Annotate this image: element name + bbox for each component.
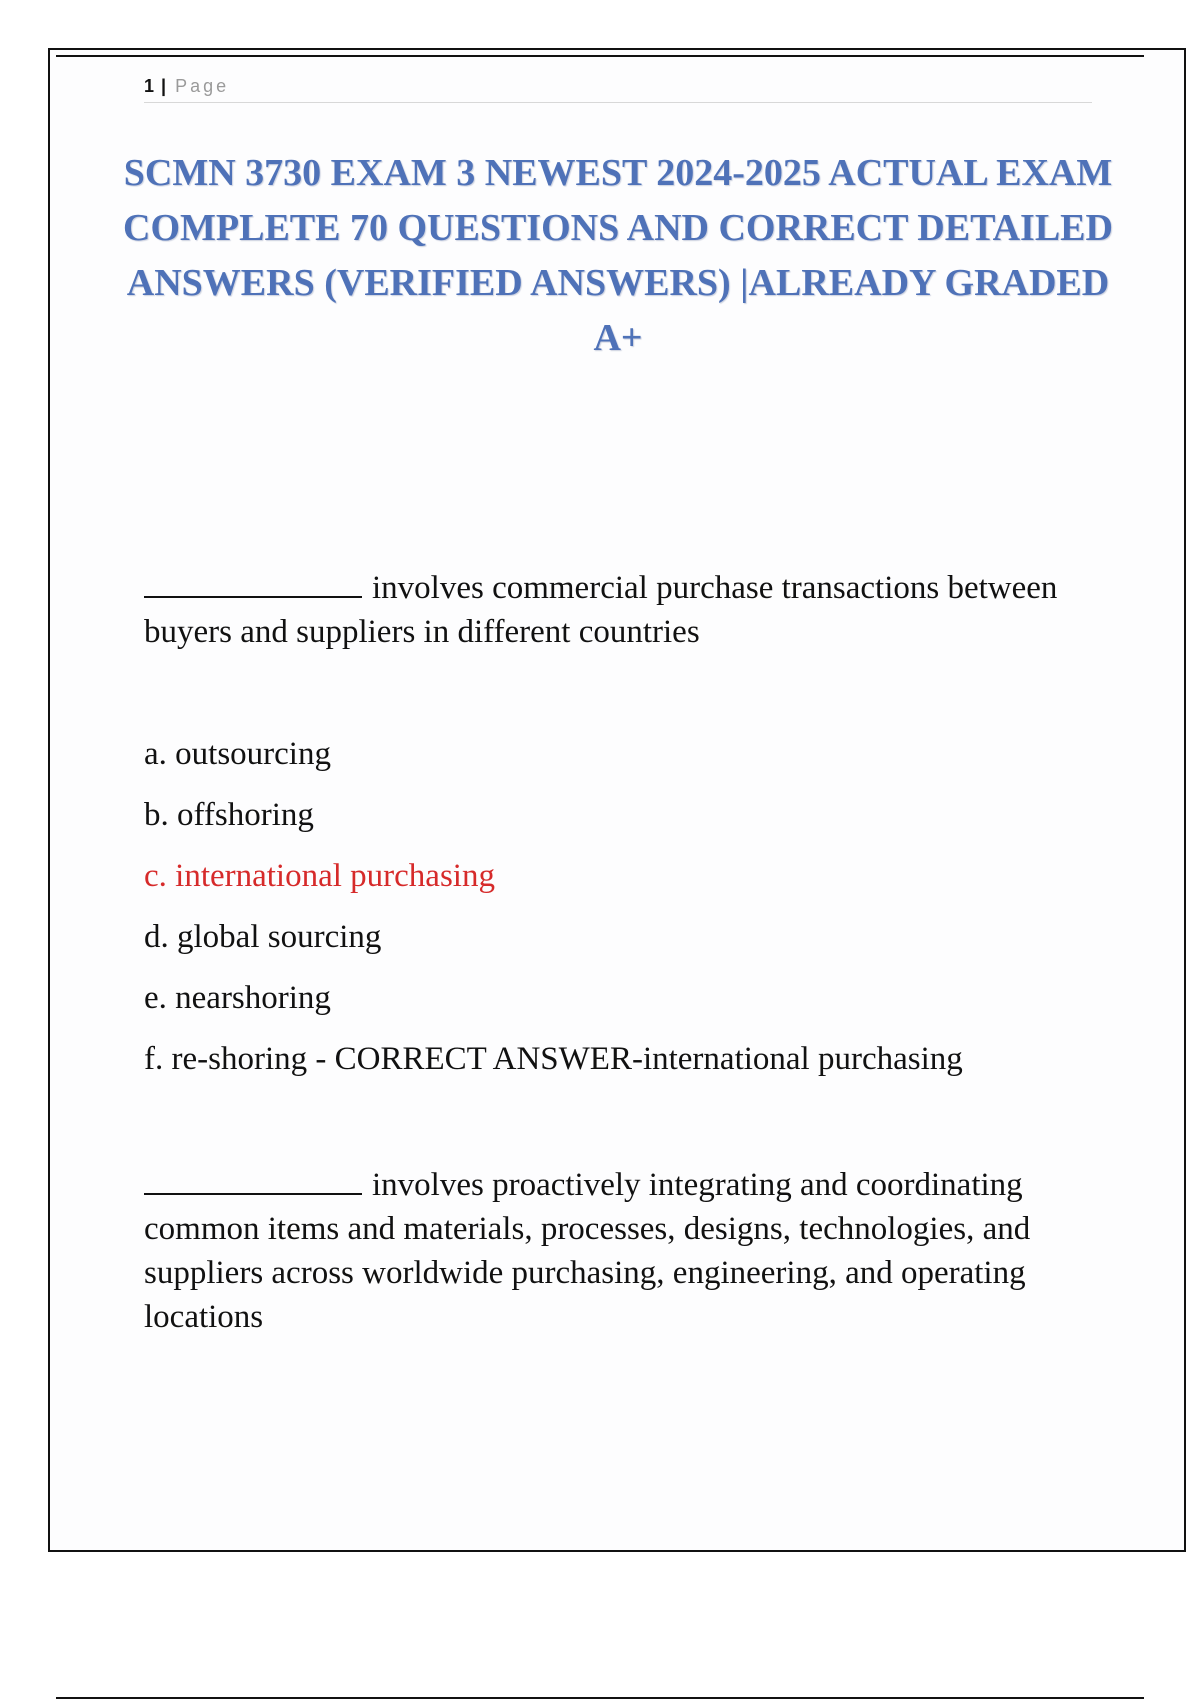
top-rule xyxy=(56,55,1144,57)
option-b: b. offshoring xyxy=(144,797,314,833)
question-1 xyxy=(144,566,1104,654)
page-header xyxy=(144,74,1092,103)
answer-options xyxy=(144,730,1124,1096)
bottom-rule xyxy=(56,1697,1144,1699)
question-text: involves commercial purchase transactions between buyers and suppliers in different countries xyxy=(144,570,1058,650)
page-number: 1 xyxy=(144,76,155,96)
question-text: involves proactively integrating and coordinating common items and materials, processes, designs, technologies, and suppliers across worldwide purchasing, engineering, and operating locations xyxy=(144,1167,1031,1335)
option-e: e. nearshoring xyxy=(144,980,331,1016)
option-a: a. outsourcing xyxy=(144,736,331,772)
answer-blank xyxy=(144,566,362,598)
answer-blank xyxy=(144,1163,362,1195)
option-f: f. re-shoring - CORRECT ANSWER-international purchasing xyxy=(144,1041,963,1077)
option-c-correct: c. international purchasing xyxy=(144,858,495,894)
page-label: Page xyxy=(175,76,230,96)
option-d: d. global sourcing xyxy=(144,919,382,955)
question-2 xyxy=(144,1163,1104,1339)
page-separator: | xyxy=(161,76,167,96)
document-title: SCMN 3730 EXAM 3 NEWEST 2024-2025 ACTUAL EXAM COMPLETE 70 QUESTIONS AND CORRECT DETAILED ANSWERS (VERIFIED ANSWERS) |ALREADY GRADED A+ xyxy=(123,152,1113,359)
